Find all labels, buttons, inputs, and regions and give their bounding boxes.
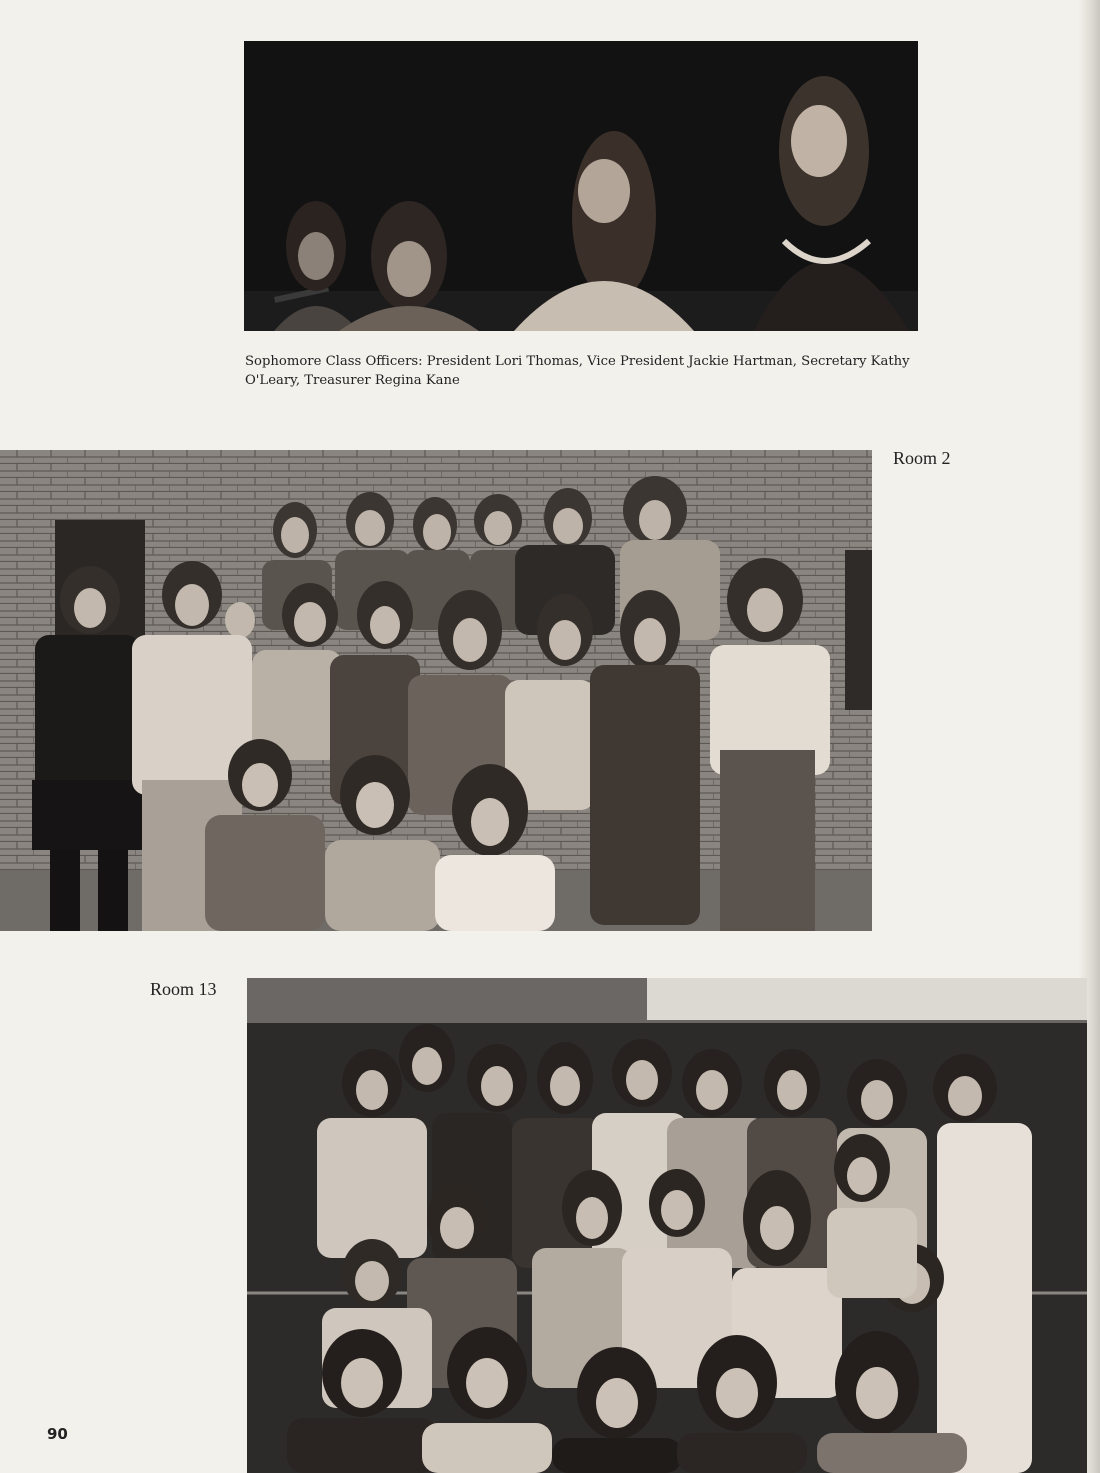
room13-photo-illustration: [247, 978, 1087, 1473]
room2-label: Room 2: [893, 448, 951, 468]
room2-photo: [0, 450, 872, 931]
page-number: 90: [47, 1425, 68, 1443]
officers-photo: [244, 41, 918, 331]
officers-caption: Sophomore Class Officers: President Lori Thomas, Vice President Jackie Hartman, Secretary Kathy O'Leary, Treasurer Regina Kane: [245, 354, 910, 388]
room13-photo: [247, 978, 1087, 1473]
officers-photo-illustration: [244, 41, 918, 331]
room13-label: Room 13: [150, 979, 217, 999]
room2-photo-illustration: [0, 450, 872, 931]
